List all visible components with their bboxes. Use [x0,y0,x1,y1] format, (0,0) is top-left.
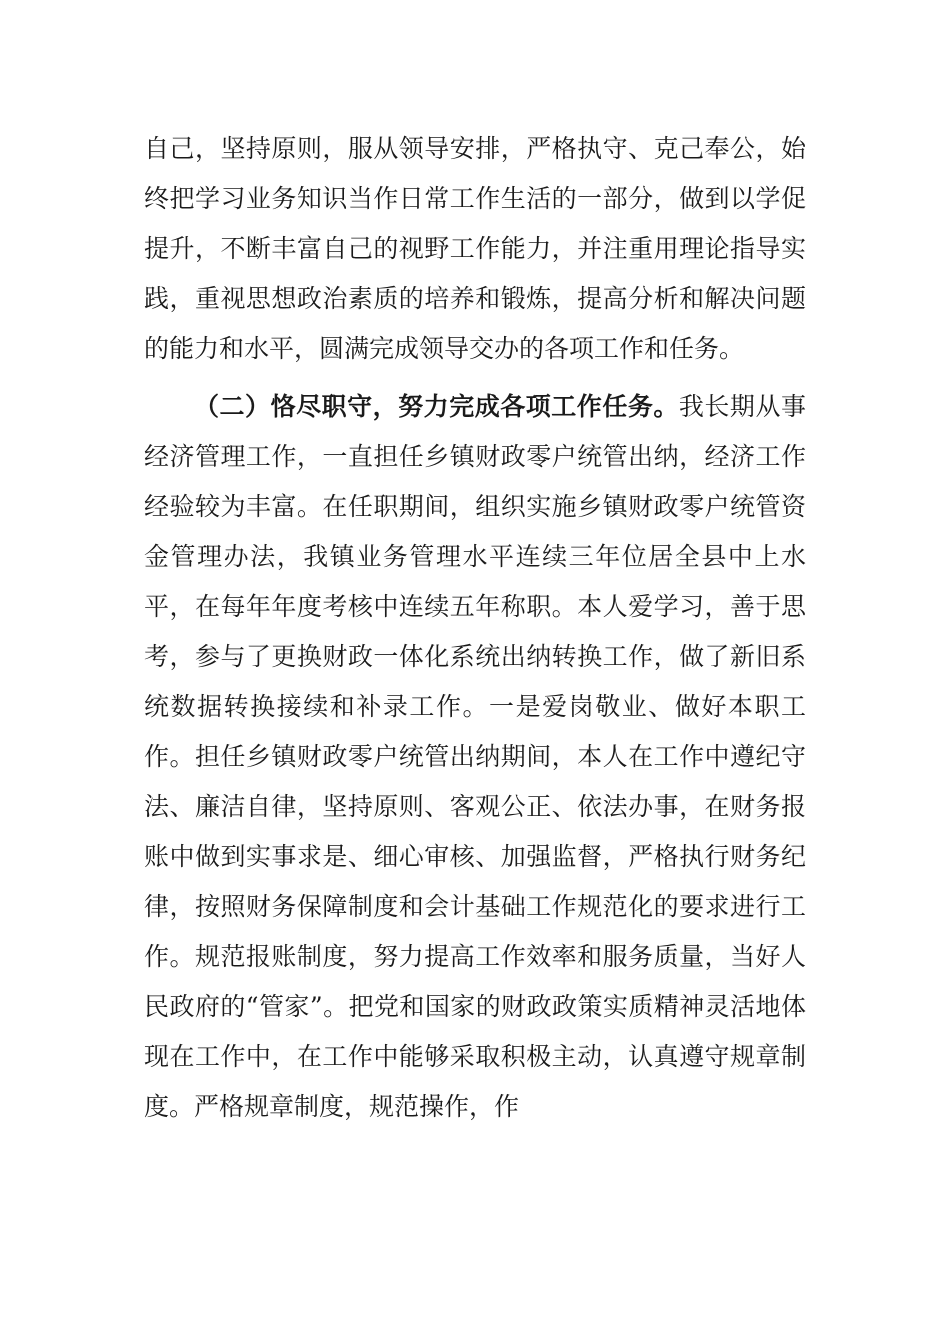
section-body: 我长期从事经济管理工作，一直担任乡镇财政零户统管出纳，经济工作经验较为丰富。在任职期间，组织实施乡镇财政零户统管资金管理办法，我镇业务管理水平连续三年位居全县中上水平，在每年年度考核中连续五年称职。本人爱学习，善于思考，参与了更换财政一体化系统出纳转换工作，做了新旧系统数据转换接续和补录工作。一是爱岗敬业、做好本职工作。担任乡镇财政零户统管出纳期间，本人在工作中遵纪守法、廉洁自律，坚持原则、客观公正、依法办事，在财务报账中做到实事求是、细心审核、加强监督，严格执行财务纪律，按照财务保障制度和会计基础工作规范化的要求进行工作。规范报账制度，努力提高工作效率和服务质量，当好人民政府的“管家”。把党和国家的财政政策实质精神灵活地体现在工作中，在工作中能够采取积极主动，认真遵守规章制度。严格规章制度，规范操作，作 [144,392,806,1121]
section-heading: （二）恪尽职守，努力完成各项工作任务。 [194,392,679,421]
paragraph-section-two [144,382,806,1132]
document-page [144,124,806,1132]
paragraph-continued: 自己，坚持原则，服从领导安排，严格执守、克己奉公，始终把学习业务知识当作日常工作生活的一部分，做到以学促提升，不断丰富自己的视野工作能力，并注重用理论指导实践，重视思想政治素质的培养和锻炼，提高分析和解决问题的能力和水平，圆满完成领导交办的各项工作和任务。 [144,134,806,363]
